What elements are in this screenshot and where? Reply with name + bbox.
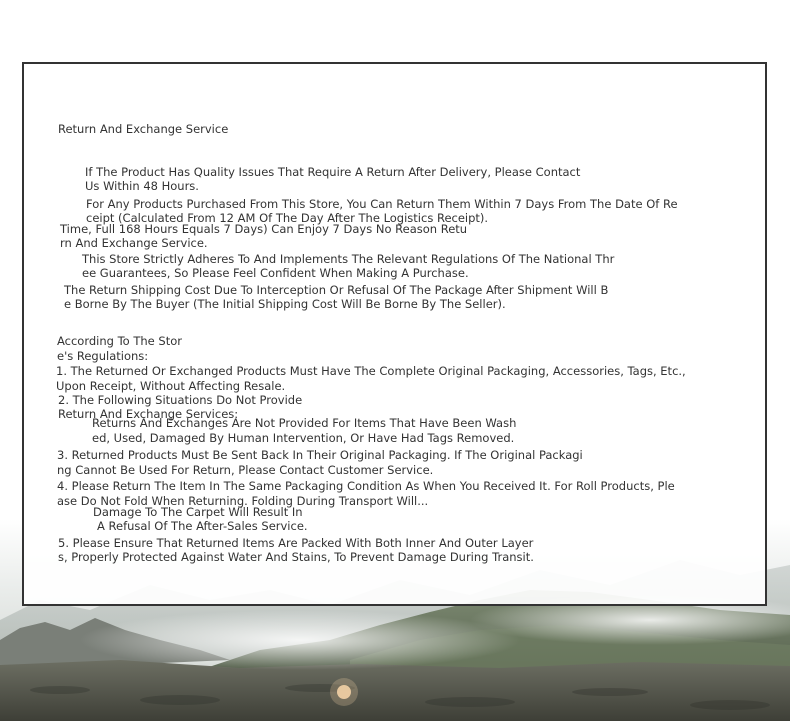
policy-line: 1. The Returned Or Exchanged Products Must Have The Complete Original Packaging, Accessories, Tags, Etc.,: [56, 364, 686, 378]
section-title: Return And Exchange Service: [58, 122, 229, 136]
policy-line: If The Product Has Quality Issues That Require A Return After Delivery, Please Contact: [85, 165, 581, 179]
policy-line: ase Do Not Fold When Returning. Folding During Transport Will...: [57, 494, 429, 508]
policy-line: rn And Exchange Service.: [60, 236, 208, 250]
policy-line: ng Cannot Be Used For Return, Please Contact Customer Service.: [57, 463, 434, 477]
policy-line: Us Within 48 Hours.: [85, 179, 199, 193]
policy-line: Return And Exchange Services:: [58, 407, 239, 421]
return-policy-panel: [22, 62, 767, 606]
policy-line: According To The Stor: [57, 334, 182, 348]
policy-line: e Borne By The Buyer (The Initial Shipping Cost Will Be Borne By The Seller).: [64, 297, 506, 311]
policy-line: For Any Products Purchased From This Store, You Can Return Them Within 7 Days From The Date Of Re: [86, 197, 678, 211]
policy-line: s, Properly Protected Against Water And Stains, To Prevent Damage During Transit.: [58, 550, 534, 564]
policy-line: The Return Shipping Cost Due To Interception Or Refusal Of The Package After Shipment Will B: [64, 283, 609, 297]
policy-line: Damage To The Carpet Will Result In: [93, 505, 303, 519]
policy-line: A Refusal Of The After-Sales Service.: [97, 519, 308, 533]
policy-line: Time, Full 168 Hours Equals 7 Days) Can Enjoy 7 Days No Reason Retu: [60, 222, 468, 236]
policy-line: ceipt (Calculated From 12 AM Of The Day After The Logistics Receipt).: [86, 211, 489, 225]
policy-line: ee Guarantees, So Please Feel Confident When Making A Purchase.: [82, 266, 469, 280]
policy-line: 2. The Following Situations Do Not Provide: [58, 393, 303, 407]
policy-line: This Store Strictly Adheres To And Implements The Relevant Regulations Of The National Thr: [82, 252, 615, 266]
policy-line: 4. Please Return The Item In The Same Packaging Condition As When You Received It. For Roll Products, Ple: [57, 479, 675, 493]
policy-line: Returns And Exchanges Are Not Provided For Items That Have Been Wash: [92, 416, 517, 430]
policy-line: 5. Please Ensure That Returned Items Are Packed With Both Inner And Outer Layer: [58, 536, 534, 550]
policy-line: ed, Used, Damaged By Human Intervention, Or Have Had Tags Removed.: [92, 431, 515, 445]
policy-line: e's Regulations:: [57, 349, 149, 363]
policy-line: Upon Receipt, Without Affecting Resale.: [56, 379, 286, 393]
policy-line: 3. Returned Products Must Be Sent Back In Their Original Packaging. If The Original Packagi: [57, 448, 583, 462]
